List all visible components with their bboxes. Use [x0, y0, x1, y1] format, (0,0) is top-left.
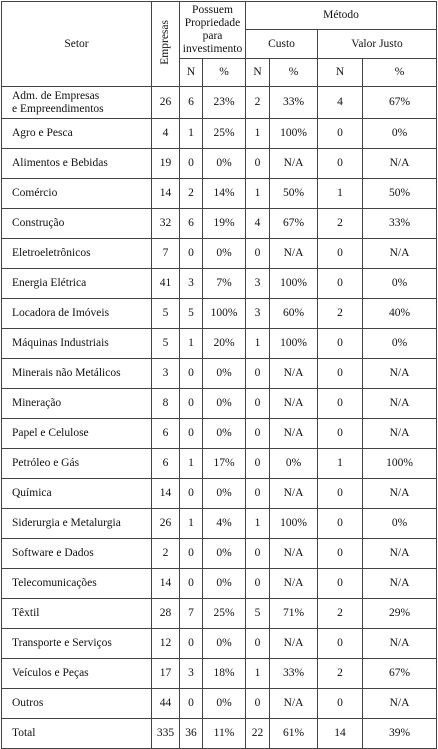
cell-empresas: 26 [152, 509, 180, 539]
header-valor-justo: Valor Justo [318, 30, 437, 59]
cell-setor-line: e Empreendimentos [12, 102, 104, 115]
table-header [2, 2, 437, 87]
cell-empresas: 32 [152, 209, 180, 239]
cell-possuem-n: 0 [180, 479, 203, 509]
cell-custo-pct: 100% [270, 119, 318, 149]
table-row [2, 569, 437, 599]
cell-possuem-pct: 17% [203, 449, 246, 479]
cell-possuem-n: 0 [180, 239, 203, 269]
cell-vj-n: 0 [318, 629, 363, 659]
cell-vj-n: 2 [318, 659, 363, 689]
cell-setor [2, 87, 152, 119]
cell-setor-line: Agro e Pesca [12, 127, 73, 139]
cell-vj-pct: 39% [363, 719, 437, 749]
table-row [2, 87, 437, 119]
subheader-possuem-n: N [180, 59, 203, 87]
cell-setor-line: Telecomunicações [12, 577, 97, 589]
cell-vj-n: 0 [318, 389, 363, 419]
cell-vj-pct: N/A [363, 629, 437, 659]
cell-vj-pct: N/A [363, 569, 437, 599]
cell-vj-pct: N/A [363, 419, 437, 449]
cell-possuem-pct: 0% [203, 389, 246, 419]
cell-vj-pct: 50% [363, 179, 437, 209]
cell-custo-n: 0 [246, 629, 270, 659]
cell-setor-line: Comércio [12, 187, 58, 199]
cell-possuem-n: 5 [180, 299, 203, 329]
cell-possuem-pct: 0% [203, 569, 246, 599]
cell-possuem-n: 1 [180, 329, 203, 359]
cell-custo-pct: N/A [270, 689, 318, 719]
cell-custo-n: 1 [246, 329, 270, 359]
cell-possuem-n: 0 [180, 539, 203, 569]
cell-empresas: 14 [152, 479, 180, 509]
table-row [2, 599, 437, 629]
cell-custo-pct: 60% [270, 299, 318, 329]
cell-setor [2, 719, 152, 749]
table-row [2, 179, 437, 209]
cell-setor [2, 119, 152, 149]
cell-setor [2, 209, 152, 239]
cell-setor-line: Energia Elétrica [12, 277, 87, 289]
subheader-custo-pct: % [270, 59, 318, 87]
cell-vj-pct: 33% [363, 209, 437, 239]
cell-vj-n: 0 [318, 359, 363, 389]
cell-vj-n: 0 [318, 689, 363, 719]
cell-setor-line: Construção [12, 217, 65, 229]
cell-possuem-pct: 0% [203, 479, 246, 509]
header-setor: Setor [2, 2, 152, 87]
cell-empresas: 14 [152, 179, 180, 209]
cell-custo-pct: 50% [270, 179, 318, 209]
cell-custo-n: 0 [246, 359, 270, 389]
cell-custo-n: 5 [246, 599, 270, 629]
cell-possuem-n: 0 [180, 569, 203, 599]
cell-empresas: 7 [152, 239, 180, 269]
cell-setor-line: Locadora de Imóveis [12, 307, 110, 319]
cell-vj-pct: N/A [363, 539, 437, 569]
cell-possuem-n: 3 [180, 269, 203, 299]
cell-custo-n: 0 [246, 449, 270, 479]
cell-possuem-pct: 4% [203, 509, 246, 539]
table-row [2, 689, 437, 719]
cell-possuem-pct: 0% [203, 689, 246, 719]
table-row [2, 239, 437, 269]
cell-custo-pct: N/A [270, 479, 318, 509]
cell-vj-n: 0 [318, 419, 363, 449]
cell-possuem-n: 0 [180, 389, 203, 419]
cell-empresas: 8 [152, 389, 180, 419]
cell-custo-pct: 61% [270, 719, 318, 749]
cell-vj-pct: N/A [363, 149, 437, 179]
cell-custo-n: 22 [246, 719, 270, 749]
cell-possuem-pct: 0% [203, 149, 246, 179]
cell-vj-n: 2 [318, 599, 363, 629]
cell-possuem-pct: 0% [203, 419, 246, 449]
cell-setor-line: Veículos e Peças [12, 667, 89, 679]
cell-vj-pct: N/A [363, 389, 437, 419]
cell-vj-n: 0 [318, 119, 363, 149]
cell-custo-n: 1 [246, 509, 270, 539]
cell-custo-n: 0 [246, 389, 270, 419]
table-row [2, 269, 437, 299]
cell-vj-pct: 0% [363, 329, 437, 359]
cell-setor [2, 539, 152, 569]
cell-custo-pct: N/A [270, 569, 318, 599]
cell-possuem-pct: 25% [203, 599, 246, 629]
table-row [2, 629, 437, 659]
cell-setor [2, 479, 152, 509]
table-row [2, 509, 437, 539]
cell-possuem-n: 1 [180, 119, 203, 149]
cell-vj-n: 1 [318, 179, 363, 209]
cell-possuem-n: 0 [180, 149, 203, 179]
cell-vj-n: 1 [318, 449, 363, 479]
cell-possuem-pct: 14% [203, 179, 246, 209]
table-row [2, 419, 437, 449]
cell-setor-line: Transporte e Serviços [12, 637, 112, 649]
cell-possuem-pct: 18% [203, 659, 246, 689]
cell-vj-n: 0 [318, 239, 363, 269]
cell-vj-pct: N/A [363, 689, 437, 719]
cell-setor [2, 359, 152, 389]
cell-empresas: 6 [152, 419, 180, 449]
cell-setor [2, 629, 152, 659]
cell-vj-pct: 0% [363, 509, 437, 539]
header-metodo: Método [246, 2, 437, 30]
cell-setor [2, 509, 152, 539]
cell-setor [2, 689, 152, 719]
cell-possuem-pct: 19% [203, 209, 246, 239]
cell-possuem-pct: 7% [203, 269, 246, 299]
cell-vj-pct: N/A [363, 359, 437, 389]
cell-custo-n: 0 [246, 149, 270, 179]
cell-vj-pct: N/A [363, 239, 437, 269]
cell-possuem-n: 0 [180, 359, 203, 389]
cell-custo-n: 4 [246, 209, 270, 239]
cell-vj-n: 0 [318, 479, 363, 509]
cell-custo-n: 1 [246, 179, 270, 209]
cell-possuem-n: 0 [180, 629, 203, 659]
cell-vj-n: 0 [318, 269, 363, 299]
table-row [2, 119, 437, 149]
cell-vj-pct: 40% [363, 299, 437, 329]
header-custo: Custo [246, 30, 318, 59]
cell-possuem-pct: 0% [203, 239, 246, 269]
cell-possuem-pct: 0% [203, 629, 246, 659]
cell-setor-line: Papel e Celulose [12, 427, 89, 439]
cell-setor [2, 599, 152, 629]
cell-custo-pct: 100% [270, 509, 318, 539]
cell-possuem-pct: 20% [203, 329, 246, 359]
cell-empresas: 44 [152, 689, 180, 719]
cell-vj-pct: N/A [363, 479, 437, 509]
cell-setor [2, 149, 152, 179]
cell-custo-pct: N/A [270, 629, 318, 659]
cell-empresas: 17 [152, 659, 180, 689]
cell-vj-n: 0 [318, 509, 363, 539]
cell-setor-line: Adm. de Empresas [12, 89, 100, 102]
cell-setor-line: Petróleo e Gás [12, 457, 80, 469]
table-row [2, 449, 437, 479]
cell-setor [2, 569, 152, 599]
table-body [2, 87, 437, 749]
cell-custo-pct: 67% [270, 209, 318, 239]
cell-setor-line: Têxtil [12, 607, 40, 619]
cell-setor-line: Total [12, 727, 36, 739]
cell-empresas: 28 [152, 599, 180, 629]
cell-custo-n: 1 [246, 659, 270, 689]
cell-custo-n: 3 [246, 299, 270, 329]
cell-vj-n: 2 [318, 299, 363, 329]
table-row [2, 209, 437, 239]
cell-setor-line: Software e Dados [12, 547, 94, 559]
cell-custo-pct: N/A [270, 389, 318, 419]
table-row [2, 659, 437, 689]
cell-custo-n: 0 [246, 539, 270, 569]
cell-possuem-pct: 0% [203, 359, 246, 389]
cell-vj-n: 2 [318, 209, 363, 239]
cell-custo-n: 0 [246, 239, 270, 269]
cell-vj-pct: 29% [363, 599, 437, 629]
cell-setor-line: Mineração [12, 397, 62, 409]
cell-empresas: 6 [152, 449, 180, 479]
cell-possuem-n: 6 [180, 87, 203, 119]
cell-vj-n: 0 [318, 149, 363, 179]
cell-custo-pct: 33% [270, 87, 318, 119]
cell-setor-line: Máquinas Industriais [12, 337, 109, 349]
cell-possuem-n: 0 [180, 689, 203, 719]
table-row [2, 539, 437, 569]
cell-setor [2, 389, 152, 419]
header-empresas-label: Empresas [159, 19, 171, 65]
cell-setor [2, 299, 152, 329]
cell-custo-n: 0 [246, 569, 270, 599]
cell-possuem-n: 2 [180, 179, 203, 209]
header-possuem: Possuem Propriedade para investimento [180, 2, 246, 59]
cell-vj-n: 4 [318, 87, 363, 119]
cell-possuem-pct: 0% [203, 539, 246, 569]
cell-possuem-pct: 23% [203, 87, 246, 119]
cell-setor [2, 659, 152, 689]
cell-custo-pct: N/A [270, 239, 318, 269]
cell-custo-pct: 0% [270, 449, 318, 479]
cell-empresas: 335 [152, 719, 180, 749]
cell-setor-line: Siderurgia e Metalurgia [12, 517, 121, 529]
cell-custo-n: 2 [246, 87, 270, 119]
cell-setor-line: Outros [12, 697, 44, 709]
table-row [2, 149, 437, 179]
cell-possuem-n: 6 [180, 209, 203, 239]
cell-vj-pct: 0% [363, 269, 437, 299]
cell-empresas: 5 [152, 299, 180, 329]
cell-setor [2, 179, 152, 209]
cell-custo-pct: N/A [270, 359, 318, 389]
cell-vj-n: 14 [318, 719, 363, 749]
cell-setor [2, 239, 152, 269]
cell-empresas: 2 [152, 539, 180, 569]
cell-empresas: 14 [152, 569, 180, 599]
cell-empresas: 12 [152, 629, 180, 659]
cell-setor-line: Eletroeletrônicos [12, 247, 91, 259]
cell-custo-n: 0 [246, 419, 270, 449]
cell-empresas: 26 [152, 87, 180, 119]
cell-possuem-pct: 25% [203, 119, 246, 149]
sector-table [1, 1, 437, 749]
cell-setor [2, 269, 152, 299]
subheader-possuem-pct: % [203, 59, 246, 87]
cell-custo-n: 0 [246, 689, 270, 719]
cell-vj-pct: 100% [363, 449, 437, 479]
cell-vj-pct: 0% [363, 119, 437, 149]
subheader-custo-n: N [246, 59, 270, 87]
cell-vj-pct: 67% [363, 659, 437, 689]
subheader-vj-pct: % [363, 59, 437, 87]
cell-possuem-n: 1 [180, 509, 203, 539]
subheader-vj-n: N [318, 59, 363, 87]
cell-setor-line: Alimentos e Bebidas [12, 157, 108, 169]
cell-vj-n: 0 [318, 539, 363, 569]
cell-possuem-n: 36 [180, 719, 203, 749]
cell-possuem-n: 1 [180, 449, 203, 479]
cell-possuem-pct: 11% [203, 719, 246, 749]
table-row [2, 359, 437, 389]
cell-possuem-n: 7 [180, 599, 203, 629]
cell-custo-pct: N/A [270, 149, 318, 179]
table-row [2, 299, 437, 329]
cell-empresas: 5 [152, 329, 180, 359]
header-empresas [152, 2, 180, 87]
table-row [2, 329, 437, 359]
cell-empresas: 41 [152, 269, 180, 299]
cell-custo-pct: 100% [270, 269, 318, 299]
cell-empresas: 4 [152, 119, 180, 149]
cell-possuem-pct: 100% [203, 299, 246, 329]
cell-possuem-n: 3 [180, 659, 203, 689]
cell-setor [2, 449, 152, 479]
cell-custo-n: 1 [246, 119, 270, 149]
table-row [2, 389, 437, 419]
cell-custo-pct: N/A [270, 419, 318, 449]
cell-custo-pct: 33% [270, 659, 318, 689]
cell-setor [2, 329, 152, 359]
cell-custo-pct: 71% [270, 599, 318, 629]
cell-possuem-n: 0 [180, 419, 203, 449]
cell-custo-n: 3 [246, 269, 270, 299]
table-row [2, 479, 437, 509]
cell-vj-n: 0 [318, 569, 363, 599]
cell-setor-line: Minerais não Metálicos [12, 367, 121, 379]
cell-empresas: 3 [152, 359, 180, 389]
cell-empresas: 19 [152, 149, 180, 179]
cell-setor-line: Química [12, 487, 52, 499]
cell-vj-n: 0 [318, 329, 363, 359]
cell-custo-pct: N/A [270, 539, 318, 569]
cell-custo-pct: 100% [270, 329, 318, 359]
table-row [2, 719, 437, 749]
cell-setor [2, 419, 152, 449]
cell-custo-n: 0 [246, 479, 270, 509]
cell-vj-pct: 67% [363, 87, 437, 119]
